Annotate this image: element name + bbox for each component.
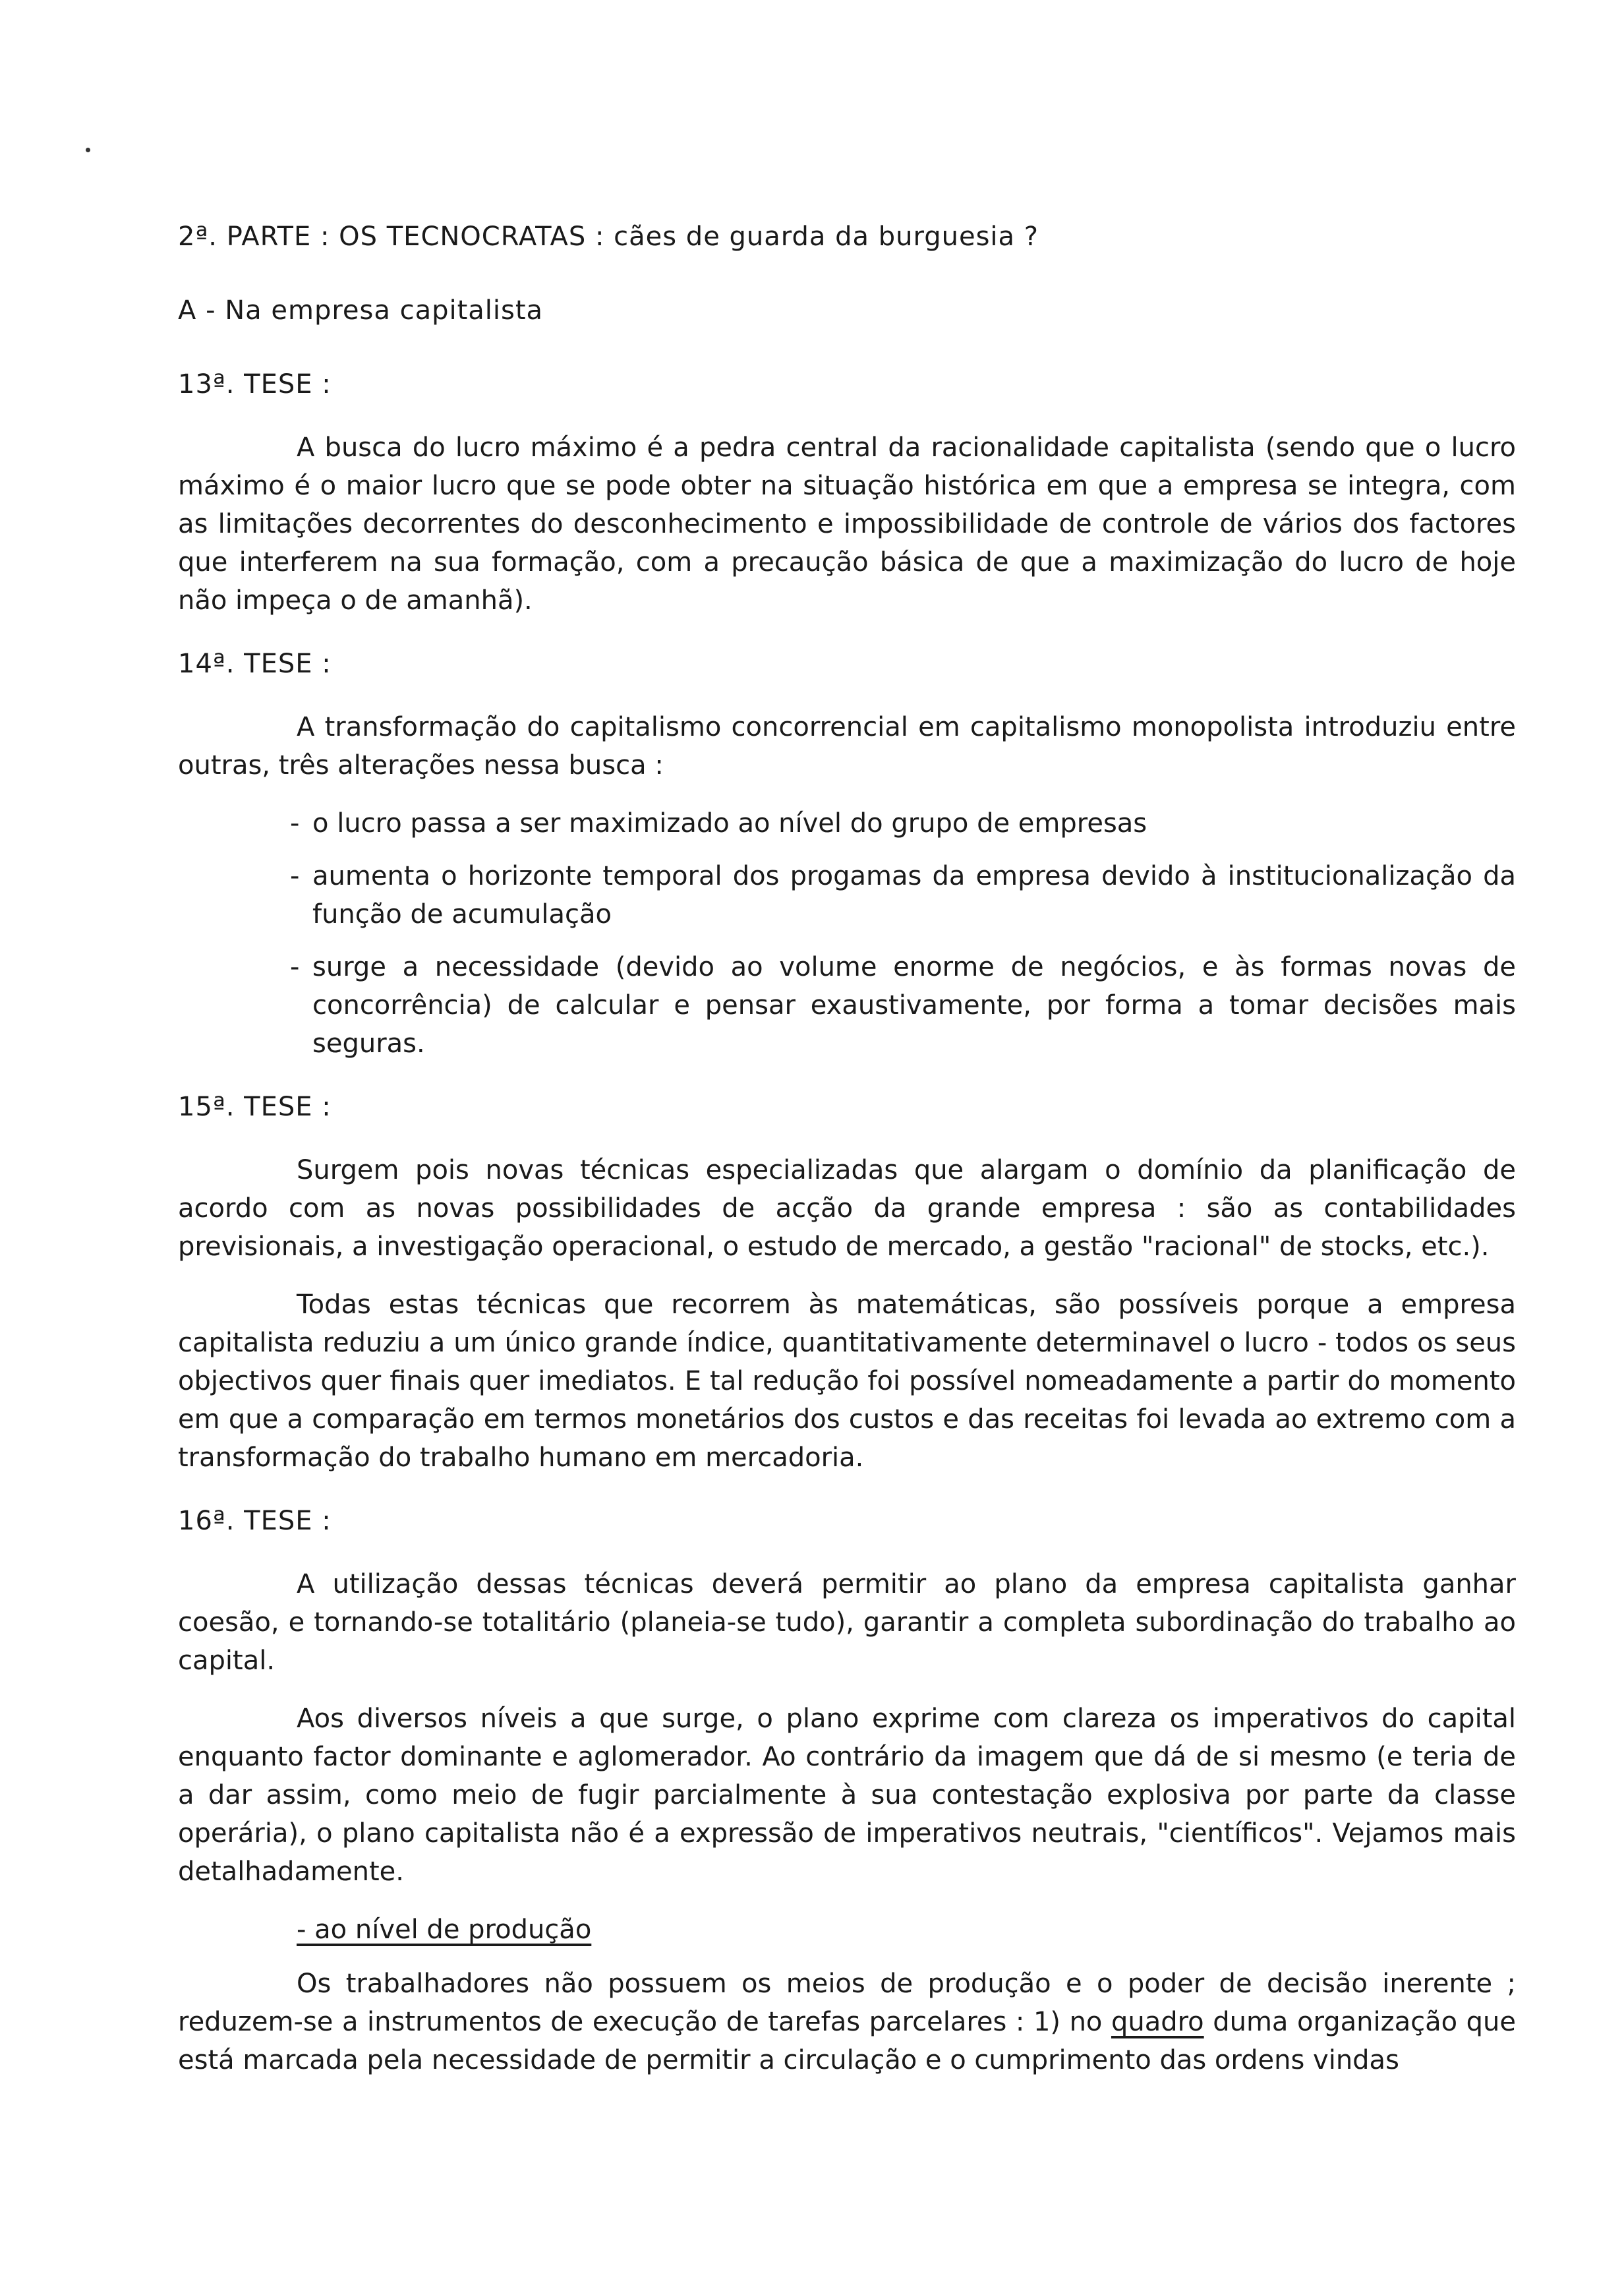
paragraph-text-part: duma organização que está marcada pela necessidade de permitir a circulação e o cumprimento das ordens vindas [178, 2007, 1516, 2075]
document-body [178, 218, 1516, 2104]
thesis-14-paragraph: A transformação do capitalismo concorrencial em capitalismo monopolista introduziu entre outras, três alterações nessa busca : [178, 712, 1516, 781]
underlined-word: quadro [1111, 2007, 1204, 2037]
thesis-13-paragraph: A busca do lucro máximo é a pedra central da racionalidade capitalista (sendo que o lucro máximo é o maior lucro que se pode obter na situação histórica em que a empresa se integra, com as limitações decorrentes do desconhecimento e impossibilidade de controle de vários dos factores que interferem na sua formação, com a precaução básica de que a maximização do lucro de hoje não impeça o de amanhã). [178, 432, 1516, 616]
thesis-15-paragraph-1: Surgem pois novas técnicas especializadas que alargam o domínio da planificação de acordo com as novas possibilidades de acção da grande empresa : são as contabilidades previsionais, a investigação operacional, o estudo de mercado, a gestão "racional" de stocks, etc.). [178, 1155, 1516, 1262]
thesis-16-paragraph-2: Aos diversos níveis a que surge, o plano exprime com clareza os imperativos do capital enquanto factor dominante e aglomerador. Ao contrário da imagem que dá de si mesmo (e teria de a dar assim, como meio de fugir parcialmente à sua contestação explosiva por parte da classe operária), o plano capitalista não é a expressão de imperativos neutrais, "científicos". Vejamos mais detalhadamente. [178, 1704, 1516, 1887]
thesis-15-title: 15ª. TESE : [178, 1092, 332, 1122]
thesis-16-paragraph-3 [178, 1965, 1516, 2079]
paragraph-text-part: Os trabalhadores não possuem os meios de produção e o poder de decisão inerente ; reduzem-se a instrumentos de execução de tarefas parcelares : 1) no [178, 1969, 1516, 2037]
thesis-16-title: 16ª. TESE : [178, 1506, 332, 1536]
subsection-heading [297, 1911, 1516, 1949]
part-heading: 2ª. PARTE : OS TECNOCRATAS : cães de guarda da burguesia ? [178, 222, 1039, 252]
thesis-13-title: 13ª. TESE : [178, 369, 332, 400]
thesis-14-title: 14ª. TESE : [178, 649, 332, 679]
thesis-15-paragraph-2: Todas estas técnicas que recorrem às matemáticas, são possíveis porque a empresa capitalista reduziu a um único grande índice, quantitativamente determinavel o lucro - todos os seus objectivos quer finais quer imediatos. E tal redução foi possível nomeadamente a partir do momento em que a comparação em termos monetários dos custos e das receitas foi levada ao extremo com a transformação do trabalho humano em mercadoria. [178, 1290, 1516, 1473]
thesis-16-paragraph-1: A utilização dessas técnicas deverá permitir ao plano da empresa capitalista ganhar coesão, e tornando-se totalitário (planeia-se tudo), garantir a completa subordinação do trabalho ao capital. [178, 1569, 1516, 1676]
thesis-14-list [178, 804, 1516, 1063]
list-item: - surge a necessidade (devido ao volume enorme de negócios, e às formas novas de concorrência) de calcular e pensar exaustivamente, por forma a tomar decisões mais seguras. [290, 948, 1516, 1063]
stray-mark [86, 148, 90, 152]
list-item: - o lucro passa a ser maximizado ao nível do grupo de empresas [290, 804, 1516, 843]
list-item: - aumenta o horizonte temporal dos progamas da empresa devido à institucionalização da função de acumulação [290, 857, 1516, 934]
subsection-heading-text: - ao nível de produção [297, 1915, 592, 1945]
section-heading: A - Na empresa capitalista [178, 295, 544, 326]
